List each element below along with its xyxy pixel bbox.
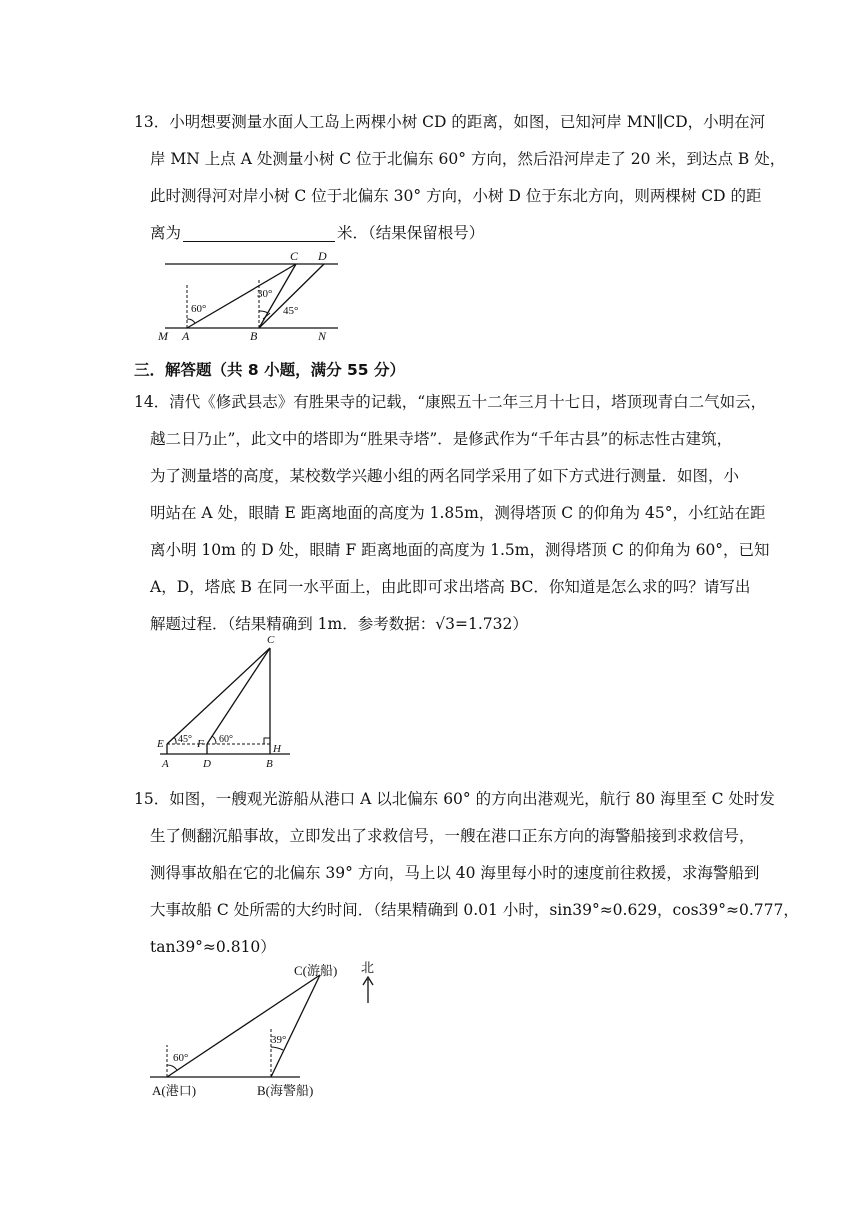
q13-label-D: D <box>318 249 327 263</box>
q13-label-B: B <box>250 329 258 343</box>
q14-line-4: 明站在 A 处，眼睛 E 距离地面的高度为 1.85m，测得塔顶 C 的仰角为 45°，小红站在距 <box>150 504 766 522</box>
question-15 <box>134 781 799 966</box>
q13-label-N: N <box>318 329 327 343</box>
q14-figure <box>150 632 300 772</box>
q15-label-B: B(海警船) <box>257 1083 314 1098</box>
q15-north-label: 北 <box>361 960 375 975</box>
q15-line-1: 15．如图，一艘观光游船从港口 A 以北偏东 60° 的方向出港观光，航行 80 海里至 C 处时发 <box>134 790 775 808</box>
question-14 <box>134 384 770 643</box>
q15-line-3: 测得事故船在它的北偏东 39° 方向，马上以 40 海里每小时的速度前往救援，求海警船到 <box>150 864 760 882</box>
q15-figure <box>140 955 390 1105</box>
q15-label-C: C(游船) <box>294 963 338 978</box>
q13-line-1: 13．小明想要测量水面人工岛上两棵小树 CD 的距离，如图，已知河岸 MN∥CD，小明在河 <box>134 113 766 131</box>
q14-line-5: 离小明 10m 的 D 处，眼睛 F 距离地面的高度为 1.5m，测得塔顶 C 的仰角为 60°，已知 <box>150 541 770 559</box>
q14-label-E: E <box>157 738 164 750</box>
q14-line-7: 解题过程．（结果精确到 1m．参考数据：√3=1.732） <box>150 615 528 633</box>
q13-label-A: A <box>182 329 190 343</box>
q14-line-3: 为了测量塔的高度，某校数学兴趣小组的两名同学采用了如下方式进行测量．如图，小 <box>150 467 740 485</box>
q13-angle-60: 60° <box>191 303 207 315</box>
q15-line-4: 大事故船 C 处所需的大约时间．（结果精确到 0.01 小时，sin39°≈0.629，cos39°≈0.777， <box>150 901 799 919</box>
q14-angle-60: 60° <box>219 734 233 745</box>
q13-line-4-prefix: 离为 <box>150 224 182 242</box>
answer-blank[interactable] <box>183 223 335 242</box>
q13-label-M: M <box>158 329 168 343</box>
q15-angle-60: 60° <box>173 1052 189 1064</box>
q14-label-D: D <box>203 758 211 770</box>
question-13 <box>134 104 786 252</box>
q13-line-2: 岸 MN 上点 A 处测量小树 C 位于北偏东 60° 方向，然后沿河岸走了 20 米，到达点 B 处， <box>150 150 786 168</box>
q14-line-2: 越二日乃止”，此文中的塔即为“胜果寺塔”．是修武作为“千年古县”的标志性古建筑， <box>150 430 733 448</box>
q14-line-1: 14．清代《修武县志》有胜果寺的记载，“康熙五十二年三月十七日，塔顶现青白二气如云， <box>134 393 767 411</box>
q15-line-2: 生了侧翻沉船事故，立即发出了求救信号，一艘在港口正东方向的海警船接到求救信号， <box>150 827 755 845</box>
section-heading: 三．解答题（共 8 小题，满分 55 分） <box>134 361 405 379</box>
q13-label-C: C <box>290 249 299 263</box>
q13-line-4-suffix: 米．（结果保留根号） <box>337 224 485 242</box>
q14-line-6: A，D，塔底 B 在同一水平面上，由此即可求出塔高 BC．你知道是怎么求的吗？请写出 <box>150 578 751 596</box>
q13-angle-45: 45° <box>283 305 299 317</box>
q15-angle-39: 39° <box>271 1034 287 1046</box>
q15-line-5: tan39°≈0.810） <box>150 938 276 956</box>
q14-angle-45: 45° <box>178 734 192 745</box>
q14-label-H: H <box>273 743 281 755</box>
q15-label-A: A(港口) <box>152 1083 197 1098</box>
q14-label-C: C <box>267 634 275 646</box>
q13-angle-30: 30° <box>257 288 273 300</box>
q14-label-A: A <box>162 758 169 770</box>
q14-label-F: F <box>197 738 204 750</box>
q13-figure <box>150 245 350 345</box>
q14-label-B: B <box>266 758 273 770</box>
q13-line-3: 此时测得河对岸小树 C 位于北偏东 30° 方向，小树 D 位于东北方向，则两棵树 CD 的距 <box>150 187 762 205</box>
